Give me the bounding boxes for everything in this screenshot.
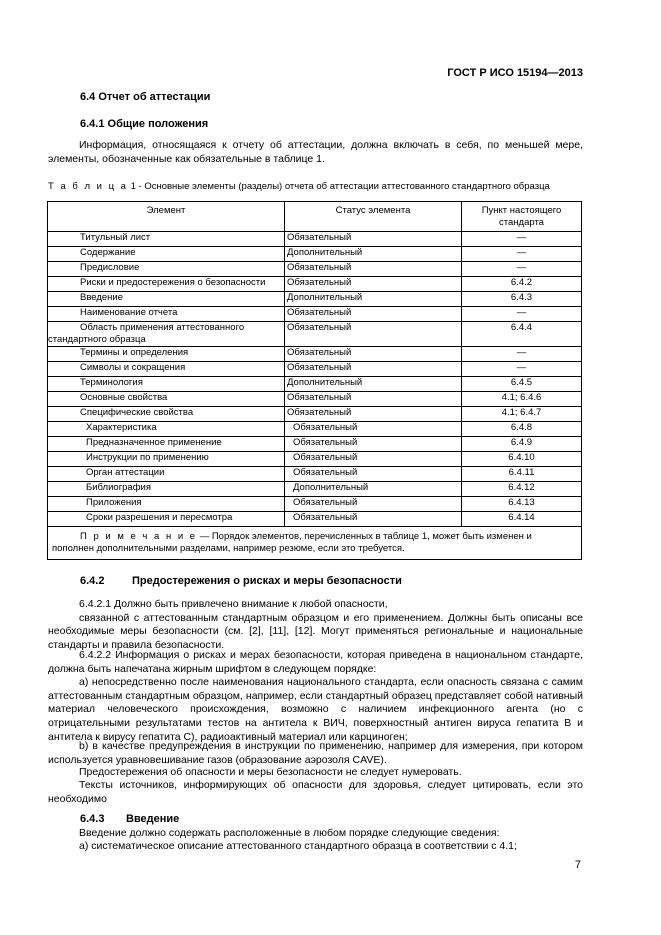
elements-table	[47, 201, 582, 560]
table-row	[48, 407, 582, 422]
table-row	[48, 467, 582, 482]
cell-clause: 4.1; 6.4.6	[462, 392, 582, 407]
table-row	[48, 512, 582, 527]
section-heading-6-4-1: 6.4.1 Общие положения	[80, 118, 209, 130]
section-number: 6.4.3	[80, 813, 105, 825]
list-item-b: b) в качестве предупреждения в инструкции по применению, например для измерения, при котором используется уравновешивание газов (образование аэрозоля CAVE).	[48, 740, 583, 766]
cell-clause: —	[462, 362, 582, 377]
cell-clause: 6.4.4	[462, 322, 582, 347]
paragraph-6-4-2-1	[48, 598, 583, 653]
cell-status: Обязательный	[285, 347, 462, 362]
cell-element: Символы и сокращения	[48, 362, 285, 377]
table-row	[48, 277, 582, 292]
cell-clause: 6.4.12	[462, 482, 582, 497]
cell-status: Обязательный	[285, 262, 462, 277]
cell-status: Дополнительный	[285, 377, 462, 392]
cell-status: Обязательный	[285, 437, 462, 452]
paragraph-6-4-2-2: 6.4.2.2 Информация о рисках и мерах безопасности, которая приведена в национальном стандарте, должна быть напечатана жирным шрифтом в следующем порядке:	[48, 649, 583, 675]
cell-clause: 6.4.5	[462, 377, 582, 392]
cell-status: Обязательный	[285, 407, 462, 422]
table-caption-text: 1 - Основные элементы (разделы) отчета об аттестации аттестованного стандартного образца	[127, 181, 550, 192]
cell-clause: 6.4.13	[462, 497, 582, 512]
cell-clause: —	[462, 307, 582, 322]
section-title: Введение	[126, 813, 180, 825]
note-text-line2: пополнен дополнительными разделами, например резюме, если это требуется.	[52, 543, 405, 555]
cell-status: Обязательный	[285, 512, 462, 527]
table-row	[48, 307, 582, 322]
table-row	[48, 247, 582, 262]
list-item-a-intro: а) систематическое описание аттестованного стандартного образца в соответствии с 4.1;	[79, 840, 517, 852]
cell-element: Приложения	[48, 497, 285, 512]
section-number: 6.4.2	[80, 575, 105, 587]
cell-status: Обязательный	[285, 392, 462, 407]
table-caption	[48, 181, 550, 193]
note-text-line1: — Порядок элементов, перечисленных в таблице 1, может быть изменен и	[197, 531, 532, 543]
table-header-row	[48, 202, 582, 232]
header-status: Статус элемента	[285, 202, 462, 232]
cell-element: Основные свойства	[48, 392, 285, 407]
table-row	[48, 482, 582, 497]
cell-element: Предисловие	[48, 262, 285, 277]
cell-element: Библиография	[48, 482, 285, 497]
cell-status: Дополнительный	[285, 482, 462, 497]
cell-clause: 6.4.10	[462, 452, 582, 467]
cell-element: Наименование отчета	[48, 307, 285, 322]
paragraph-cite-sources: Тексты источников, информирующих об опасности для здоровья, следует цитировать, если это необходимо	[48, 779, 583, 805]
cell-element: Титульный лист	[48, 232, 285, 247]
intro-paragraph: Информация, относящаяся к отчету об аттестации, должна включать в себя, по меньшей мере, элементы, обозначенные как обязательные в таблице 1.	[48, 139, 583, 165]
table-row	[48, 437, 582, 452]
cell-element	[48, 322, 285, 347]
cell-clause: 6.4.3	[462, 292, 582, 307]
cell-clause: —	[462, 262, 582, 277]
cell-element: Сроки разрешения и пересмотра	[48, 512, 285, 527]
cell-clause: 6.4.2	[462, 277, 582, 292]
cell-status: Обязательный	[285, 362, 462, 377]
table-row	[48, 322, 582, 347]
table-row	[48, 292, 582, 307]
header-element: Элемент	[48, 202, 285, 232]
table-note-row	[48, 527, 582, 559]
section-heading-6-4-2	[80, 574, 402, 588]
cell-clause: —	[462, 232, 582, 247]
cell-element: Характеристика	[48, 422, 285, 437]
cell-status: Обязательный	[285, 452, 462, 467]
cell-element: Термины и определения	[48, 347, 285, 362]
cell-element: Инструкции по применению	[48, 452, 285, 467]
cell-element-line2: стандартного образца	[48, 334, 146, 346]
cell-clause: 6.4.8	[462, 422, 582, 437]
document-code: ГОСТ Р ИСО 15194—2013	[447, 67, 583, 79]
cell-status: Обязательный	[285, 322, 462, 347]
section-heading-6-4: 6.4 Отчет об аттестации	[80, 91, 211, 103]
cell-clause: —	[462, 347, 582, 362]
cell-element-line1: Область применения аттестованного	[80, 322, 245, 333]
table-caption-prefix: Т а б л и ц а	[48, 181, 128, 192]
section-heading-6-4-3	[80, 812, 179, 826]
cell-status: Обязательный	[285, 422, 462, 437]
cell-clause: —	[462, 247, 582, 262]
cell-status: Обязательный	[285, 232, 462, 247]
cell-status: Обязательный	[285, 497, 462, 512]
paragraph-no-numbering: Предостережения об опасности и меры безопасности не следует нумеровать.	[79, 766, 462, 778]
cell-status: Обязательный	[285, 467, 462, 482]
table-row	[48, 232, 582, 247]
table-row	[48, 452, 582, 467]
cell-element: Предназначенное применение	[48, 437, 285, 452]
section-title: Предостережения о рисках и меры безопасности	[132, 575, 402, 587]
cell-clause: 6.4.9	[462, 437, 582, 452]
table-row	[48, 347, 582, 362]
table-note	[48, 527, 582, 559]
paragraph-line1: 6.4.2.1 Должно быть привлечено внимание к любой опасности,	[79, 598, 388, 610]
table-row	[48, 392, 582, 407]
table-row	[48, 262, 582, 277]
cell-element: Риски и предостережения о безопасности	[48, 277, 285, 292]
cell-status: Дополнительный	[285, 247, 462, 262]
cell-clause: 6.4.11	[462, 467, 582, 482]
header-clause: Пункт настоящего стандарта	[462, 202, 582, 232]
cell-status: Обязательный	[285, 277, 462, 292]
table-row	[48, 497, 582, 512]
list-item-a: а) непосредственно после наименования национального стандарта, если опасность связана с самим аттестованным стандартным образцом, например, если стандартный образец представляет собой нативный материал человеческого происхождения, возможно с наличием инфекционного агента (но с отрицательными результатами тестов на антитела к ВИЧ, поверхностный антиген вируса гепатита В и антитела к вирусу гепатита С), радиоактивный материал или карциноген;	[48, 676, 583, 743]
cell-clause: 6.4.14	[462, 512, 582, 527]
page-number: 7	[574, 859, 581, 871]
cell-element: Терминология	[48, 377, 285, 392]
cell-element: Содержание	[48, 247, 285, 262]
table-row	[48, 422, 582, 437]
cell-element: Специфические свойства	[48, 407, 285, 422]
cell-element: Введение	[48, 292, 285, 307]
note-prefix: П р и м е ч а н и е	[80, 531, 198, 543]
table-row	[48, 362, 582, 377]
cell-status: Дополнительный	[285, 292, 462, 307]
note-line1	[52, 531, 579, 543]
cell-clause: 4.1; 6.4.7	[462, 407, 582, 422]
cell-element: Орган аттестации	[48, 467, 285, 482]
paragraph-rest: связанной с аттестованным стандартным образцом и его применением. Должны быть описаны все необходимые меры безопасности (см. [2], [11], [12]. Могут применяться региональные и национальные стандарты и правила безопасности.	[48, 611, 583, 651]
table-row	[48, 377, 582, 392]
cell-status: Обязательный	[285, 307, 462, 322]
paragraph-6-4-3: Введение должно содержать расположенные в любом порядке следующие сведения:	[79, 827, 500, 839]
